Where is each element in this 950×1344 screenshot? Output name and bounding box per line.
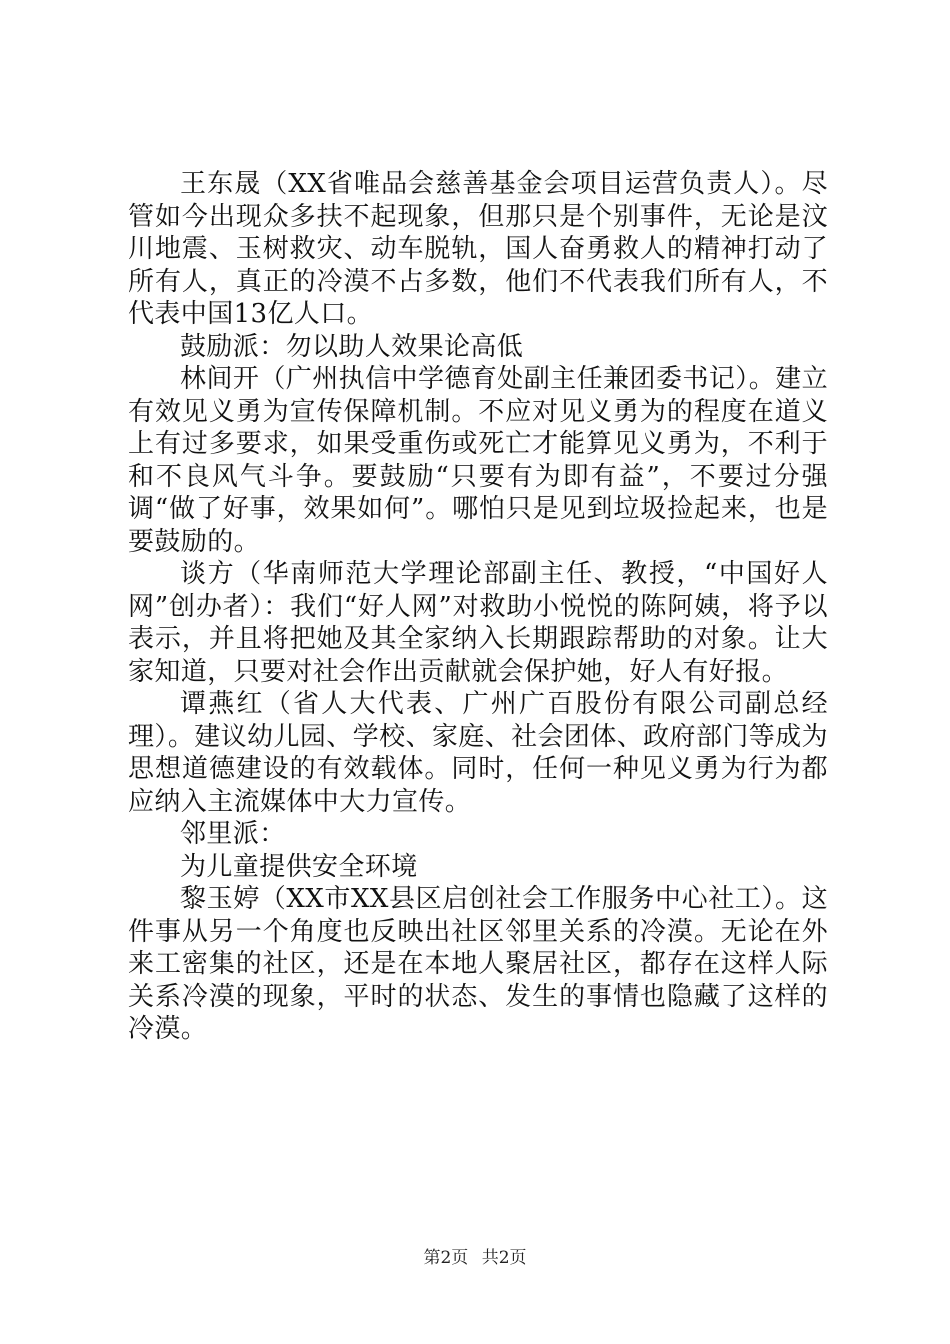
page-number-current: 第2页	[423, 1248, 469, 1268]
paragraph-wang-dongsheng: 王东晟（XX省唯品会慈善基金会项目运营负责人）。尽管如今出现众多扶不起现象，但那只是个别事件，无论是汶川地震、玉树救灾、动车脱轨，国人奋勇救人的精神打动了所有人，真正的冷漠不占多数，他们不代表我们所有人，不代表中国13亿人口。	[128, 169, 828, 329]
paragraph-tan-fang: 谈方（华南师范大学理论部副主任、教授，“中国好人网”创办者）：我们“好人网”对救助小悦悦的陈阿姨，将予以表示，并且将把她及其全家纳入长期跟踪帮助的对象。让大家知道，只要对社会作出贡献就会保护她，好人有好报。	[128, 559, 828, 687]
heading-encourage-faction: 鼓励派：勿以助人效果论高低	[180, 331, 524, 362]
paragraph-tan-yanhong: 谭燕红（省人大代表、广州广百股份有限公司副总经理）。建议幼儿园、学校、家庭、社会团体、政府部门等成为思想道德建设的有效载体。同时，任何一种见义勇为行为都应纳入主流媒体中大力宣传。	[128, 689, 828, 817]
subheading-child-safety: 为儿童提供安全环境	[180, 851, 418, 882]
document-body	[128, 168, 828, 1046]
paragraph-li-yuting: 黎玉婷（XX市XX县区启创社会工作服务中心社工）。这件事从另一个角度也反映出社区邻里关系的冷漠。无论在外来工密集的社区，还是在本地人聚居社区，都存在这样人际关系冷漠的现象，平时的状态、发生的事情也隐藏了这样的冷漠。	[128, 884, 828, 1044]
paragraph-lin-jiankai: 林间开（广州执信中学德育处副主任兼团委书记）。建立有效见义勇为宣传保障机制。不应对见义勇为的程度在道义上有过多要求，如果受重伤或死亡才能算见义勇为，不利于和不良风气斗争。要鼓励“只要有为即有益”，不要过分强调“做了好事，效果如何”。哪怕只是见到垃圾捡起来，也是要鼓励的。	[128, 364, 828, 557]
heading-neighbor-faction: 邻里派：	[180, 819, 286, 849]
page-number-total: 共2页	[481, 1248, 527, 1268]
page-footer	[0, 1243, 950, 1268]
